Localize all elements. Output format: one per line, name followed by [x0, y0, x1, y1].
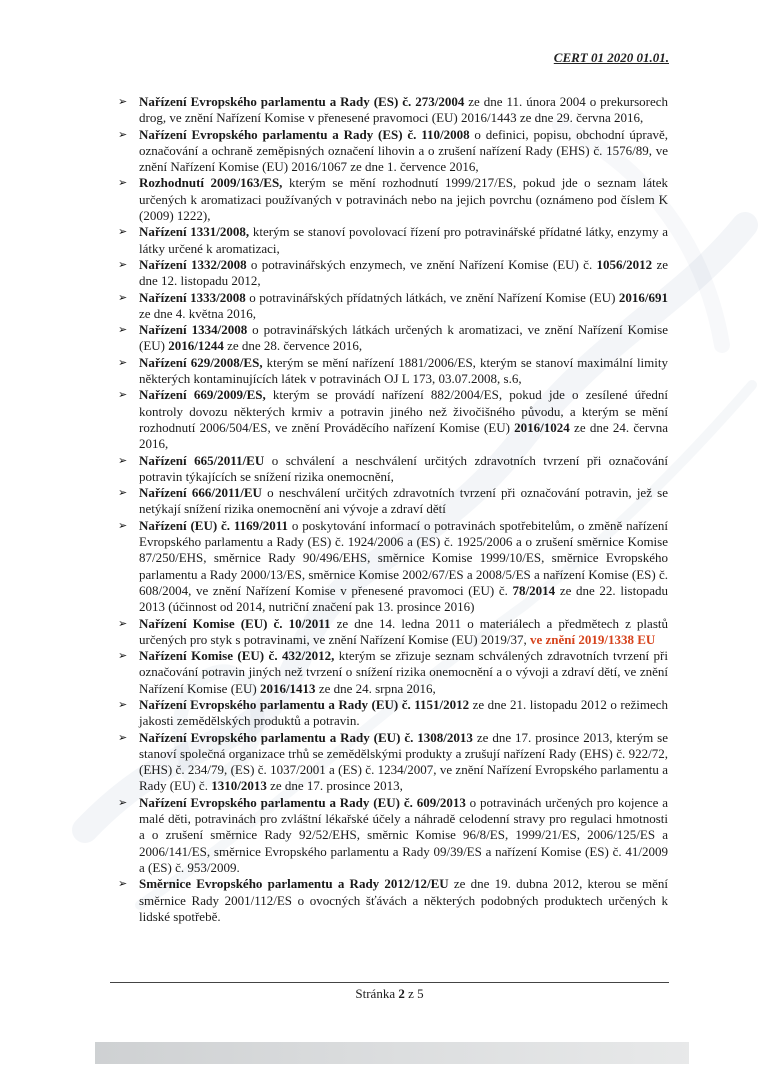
arrow-bullet-icon: ➢ [118, 731, 128, 744]
scan-artifact [95, 1042, 689, 1064]
text-segment: kterým se zřizuje seznam schválených zdravotních tvrzení při označování potravin jiných než tvrzení o snížení rizika onemocnění a o vývoji a zdraví dětí, ve znění Nařízení Komise (EU) [139, 648, 668, 696]
item-text [139, 730, 668, 795]
regulation-list [118, 94, 668, 925]
text-segment: 1056/2012 [596, 256, 653, 272]
text-segment: 5 [417, 986, 424, 1001]
item-text [139, 322, 668, 355]
list-item [118, 94, 668, 127]
list-item [118, 322, 668, 355]
text-segment: o schválení a neschválení určitých zdravotních tvrzení při označování potravin týkajících se snížení rizika onemocnění, [139, 452, 668, 484]
arrow-bullet-icon: ➢ [118, 96, 128, 108]
arrow-bullet-icon: ➢ [118, 389, 128, 402]
text-segment: Nařízení Evropského parlamentu a Rady (EU) č. 609/2013 [139, 794, 466, 810]
arrow-bullet-icon: ➢ [118, 519, 128, 532]
item-text [139, 355, 668, 388]
text-segment: kterým se mění nařízení 1881/2006/ES, kterým se stanoví maximální limity některých kontaminujících látek v potravinách OJ L 173, 03.07.2008, s.6, [139, 354, 669, 387]
text-segment: kterým se mění rozhodnutí 1999/217/ES, pokud jde o seznam látek určených k aromatizaci používaných v potravinách nebo na jejich povrchu (oznámeno pod číslem K (2009) 1222), [139, 175, 668, 224]
list-item [118, 290, 668, 323]
text-segment: Nařízení Evropského parlamentu a Rady (EU) č. 1308/2013 [139, 729, 473, 745]
arrow-bullet-icon: ➢ [118, 650, 128, 663]
list-item [118, 876, 668, 925]
item-text [139, 876, 668, 925]
text-segment: ze dne 17. prosince 2013, [266, 778, 403, 794]
list-item [118, 648, 668, 697]
text-segment: z [404, 986, 418, 1001]
arrow-bullet-icon: ➢ [118, 617, 128, 630]
page-number-text [355, 986, 423, 1001]
text-segment: ze dne 4. května 2016, [139, 305, 256, 321]
item-text [139, 485, 668, 518]
text-segment: 1310/2013 [211, 778, 267, 794]
item-text [139, 175, 668, 224]
text-segment: 2016/1024 [514, 419, 570, 435]
list-item [118, 697, 668, 730]
text-segment: kterým se stanoví povolovací řízení pro potravinářské přídatné látky, enzymy a látky určené k aromatizaci, [139, 224, 669, 256]
item-text [139, 224, 668, 257]
list-item [118, 453, 668, 486]
text-segment: Nařízení 665/2011/EU [139, 452, 265, 468]
text-segment: 2016/1244 [168, 338, 224, 354]
list-item [118, 730, 668, 795]
text-segment: ze dne 24. června 2016, [139, 419, 668, 452]
item-text [139, 257, 668, 290]
item-text [139, 127, 668, 176]
text-segment: o definici, popisu, obchodní úpravě, označování a ochraně zeměpisných označení lihovin a o zrušení nařízení Rady (EHS) č. 1576/89, ve znění Nařízení Komise (EU) 2016/1067 ze dne 1. července 2016, [139, 126, 668, 175]
item-text [139, 697, 668, 730]
text-segment: o potravinářských látkách určených k aromatizaci, ve znění Nařízení Komise (EU) [139, 322, 668, 354]
arrow-bullet-icon: ➢ [118, 454, 128, 467]
text-segment: Rozhodnutí 2009/163/ES, [139, 175, 283, 191]
arrow-bullet-icon: ➢ [118, 128, 128, 141]
text-segment: Nařízení Evropského parlamentu a Rady (ES) č. 273/2004 [139, 94, 465, 109]
arrow-bullet-icon: ➢ [118, 487, 128, 500]
text-segment: Nařízení Komise (EU) č. 10/2011 [139, 615, 331, 631]
item-text [139, 94, 668, 127]
text-segment: ze dne 22. listopadu 2013 (účinnost od 2014, nutriční značení pak 13. prosince 2016) [139, 582, 668, 615]
list-item [118, 518, 668, 616]
text-segment: Nařízení 629/2008/ES, [139, 354, 263, 370]
text-segment: 2016/691 [618, 289, 669, 305]
list-item [118, 257, 668, 290]
page-footer [110, 982, 669, 1002]
list-item [118, 127, 668, 176]
list-item [118, 387, 668, 452]
arrow-bullet-icon: ➢ [118, 796, 128, 809]
item-text [139, 795, 668, 876]
text-segment: Nařízení 1334/2008 [139, 322, 248, 338]
text-segment: kterým se provádí nařízení 882/2004/ES, pokud jde o zesílené úřední kontroly dovozu některých krmiv a potravin jiného než živočišného původu, a kterým se mění rozhodnutí 2006/504/ES, ve znění Prováděcího nařízení Komise (EU) [139, 387, 669, 435]
text-segment: o neschválení určitých zdravotních tvrzení při označování potravin, jež se netýkají snížení rizika onemocnění ani vývoje a zdraví dětí [139, 485, 668, 517]
item-text [139, 616, 668, 649]
document-header: CERT 01 2020 01.01. [553, 50, 669, 65]
text-segment: ze dne 17. prosince 2013, kterým se stanoví společná organizace trhů se zemědělskými produkty a zrušují nařízení Rady (EHS) č. 922/72, (EHS) č. 234/79, (ES) č. 1037/2001 a (ES) č. 1234/2007, ve znění Nařízení Evropského parlamentu a Rady (EU) č. [139, 729, 668, 794]
text-segment: 2 [398, 986, 405, 1001]
text-segment: ze dne 24. srpna 2016, [315, 680, 436, 696]
text-segment: Nařízení 669/2009/ES, [139, 387, 266, 403]
text-segment: Nařízení Evropského parlamentu a Rady (ES) č. 110/2008 [139, 126, 470, 142]
list-item [118, 175, 668, 224]
text-segment: ze dne 14. ledna 2011 o materiálech a předmětech z plastů určených pro styk s potravinami, ve znění Nařízení Komise (EU) 2019/37, [139, 615, 668, 647]
item-text [139, 387, 668, 452]
list-item [118, 485, 668, 518]
text-segment: 78/2014 [512, 582, 556, 598]
text-segment: Nařízení Evropského parlamentu a Rady (EU) č. 1151/2012 [139, 696, 470, 712]
text-segment: Nařízení (EU) č. 1169/2011 [139, 517, 289, 533]
text-segment: ze dne 28. července 2016, [223, 338, 363, 354]
arrow-bullet-icon: ➢ [118, 226, 128, 239]
text-segment: ze dne 11. února 2004 o prekursorech drog, ve znění Nařízení Komise v přenesené pravomoci (EU) 2016/1443 ze dne 29. června 2016, [139, 94, 668, 126]
arrow-bullet-icon: ➢ [118, 291, 128, 304]
text-segment: Nařízení 1331/2008, [139, 224, 250, 240]
text-segment: ze dne 21. listopadu 2012 o režimech jakosti zemědělských produktů a potravin. [139, 696, 668, 729]
text-segment: ve znění 2019/1338 EU [529, 631, 656, 647]
arrow-bullet-icon: ➢ [118, 177, 128, 190]
item-text [139, 290, 668, 323]
list-item [118, 795, 668, 876]
item-text [139, 648, 668, 697]
text-segment: 2016/1413 [259, 680, 316, 696]
text-segment: o potravinách určených pro kojence a malé děti, potravinách pro zvláštní lékařské účely a náhradě celodenní stravy pro regulaci hmotnosti a o zrušení směrnice Rady 92/52/EHS, směrnic Komise 96/8/ES, 1999/21/ES, 2006/125/ES a 2006/141/ES, směrnice Evropského parlamentu a Rady 09/39/ES a nařízení Komise (ES) č. 41/2009 a (ES) č. 953/2009. [139, 794, 668, 875]
text-segment: Nařízení Komise (EU) č. 432/2012, [139, 648, 335, 664]
arrow-bullet-icon: ➢ [118, 356, 128, 369]
text-segment: ze dne 12. listopadu 2012, [139, 256, 668, 289]
text-segment: Směrnice Evropského parlamentu a Rady 2012/12/EU [139, 876, 449, 892]
list-item [118, 355, 668, 388]
text-segment: Nařízení 1333/2008 [139, 289, 246, 305]
arrow-bullet-icon: ➢ [118, 324, 128, 337]
arrow-bullet-icon: ➢ [118, 258, 128, 271]
list-item [118, 224, 668, 257]
text-segment: Nařízení 666/2011/EU [139, 485, 262, 501]
text-segment: o poskytování informací o potravinách spotřebitelům, o změně nařízení Evropského parlamentu a Rady (ES) č. 1924/2006 a (ES) č. 1925/2006 a o zrušení směrnice Komise 87/250/EHS, směrnice Rady 90/496/EHS, směrnice Komise 1999/10/ES, směrnice Evropského parlamentu a Rady 2000/13/ES, směrnice Komise 2002/67/ES a 2008/5/ES a nařízení Komise (ES) č. 608/2004, ve znění Nařízení Komise v přenesené pravomoci (EU) č. [139, 517, 668, 598]
arrow-bullet-icon: ➢ [118, 878, 128, 891]
item-text [139, 453, 668, 486]
arrow-bullet-icon: ➢ [118, 698, 128, 711]
text-segment: Nařízení 1332/2008 [139, 256, 247, 272]
list-item [118, 616, 668, 649]
text-segment: o potravinářských enzymech, ve znění Nařízení Komise (EU) č. [246, 256, 597, 272]
text-segment: ze dne 19. dubna 2012, kterou se mění směrnice Rady 2001/112/ES o ovocných šťávách a některých podobných produktech určených k lidské spotřebě. [139, 876, 668, 924]
text-segment: Stránka [355, 986, 399, 1001]
text-segment: o potravinářských přídatných látkách, ve znění Nařízení Komise (EU) [245, 289, 619, 305]
item-text [139, 518, 668, 616]
